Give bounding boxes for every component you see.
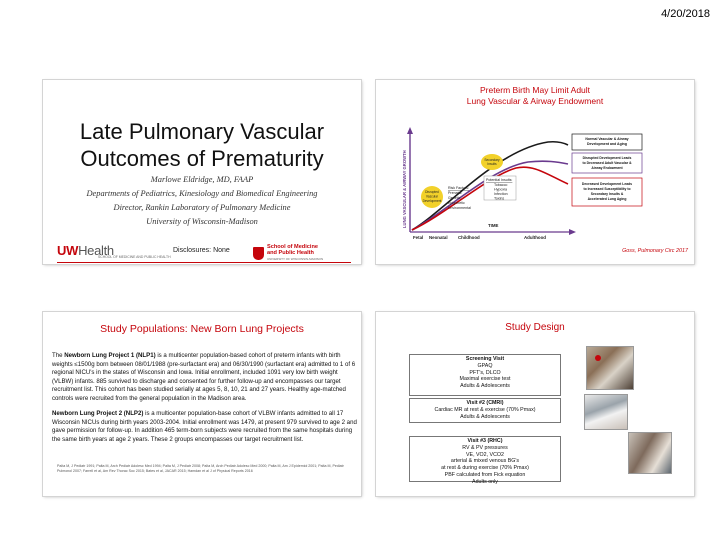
box-disrupted-line2: to Decreased Adult Vascular & bbox=[582, 161, 632, 165]
y-axis-arrow-icon bbox=[407, 127, 413, 134]
visit2-title bbox=[412, 400, 558, 407]
risk-environmental: Environmental bbox=[448, 206, 471, 210]
visit3-line-ventilation: VE, VO2, VCO2 bbox=[466, 451, 504, 458]
visit1-line-population: Adults & Adolescents bbox=[460, 383, 510, 390]
exercise-test-photo bbox=[586, 346, 634, 390]
slide2-title-line2: Lung Vascular & Airway Endowment bbox=[466, 96, 604, 106]
som-sub: UNIVERSITY OF WISCONSIN-MADISON bbox=[267, 257, 324, 261]
affiliation-2: Director, Rankin Laboratory of Pulmonary Medicine bbox=[113, 203, 291, 212]
secondary-insults-label-1: Secondary bbox=[484, 158, 500, 162]
visit3-line-fick: PBF calculated from Fick equation bbox=[444, 471, 526, 478]
som-logo-text bbox=[267, 244, 323, 262]
risk-factors-title: Risk Factors: bbox=[448, 186, 469, 190]
nlp1-name: Newborn Lung Project 1 (NLP1) bbox=[64, 352, 156, 359]
visit-rhc bbox=[409, 436, 561, 485]
box-disrupted-line3: Airway Endowment bbox=[591, 166, 623, 170]
nlp2-name: Newborn Lung Project 2 (NLP2) bbox=[52, 410, 144, 417]
nlp2-text: is a multicenter population-base cohort of VLBW infants admitted to all 17 Wisconsin NICUs during birth years 2003-2004. Initial enrollment was 1479, at present 979 survived to age 2 and gave permission for follow-up. In addition 465 term-born subjects were recruited from the same hospitals during the same birth years at age 2 years. These 2 groups encompasses our target recruitment list. bbox=[52, 410, 357, 443]
slide1-title bbox=[43, 118, 361, 172]
box-decreased-line4: Accelerated Lung Aging bbox=[587, 197, 627, 201]
photo-marker-icon bbox=[595, 355, 601, 361]
visit-screening bbox=[409, 354, 561, 396]
insult-tobacco: Tobacco bbox=[494, 183, 508, 187]
box-disrupted-line1: Disrupted Development Leads bbox=[582, 156, 632, 160]
x-label-fetal: Fetal bbox=[413, 235, 424, 240]
visit1-line-gpaq: GPAQ bbox=[477, 362, 493, 369]
box-normal-line1: Normal Vascular & Airway bbox=[585, 137, 629, 141]
slide4-title: Study Design bbox=[505, 322, 565, 333]
visit2-line-population: Adults & Adolescents bbox=[460, 413, 510, 420]
slide1-title-line1: Late Pulmonary Vascular bbox=[79, 119, 325, 144]
disrupted-label-2: Vascular bbox=[425, 194, 439, 199]
slide-preterm-birth[interactable] bbox=[376, 80, 694, 264]
visit3-title bbox=[412, 438, 558, 445]
visit3-line-bloodgas: arterial & mixed venous BG's bbox=[450, 458, 520, 465]
y-axis-label: LUNG VASCULAR & AIRWAY GROWTH bbox=[402, 150, 407, 228]
x-label-childhood: Childhood bbox=[458, 235, 480, 240]
som-logo bbox=[253, 244, 323, 262]
x-axis-arrow-icon bbox=[569, 229, 576, 235]
visit-cmri bbox=[409, 398, 561, 423]
box-decreased-line3: Secondary Insults & bbox=[590, 192, 624, 196]
x-axis-label: TIME bbox=[488, 223, 499, 228]
visit1-line-exercise: Maximal exercise test bbox=[459, 376, 511, 383]
visit3-title-text: Visit #3 (RHC) bbox=[467, 438, 503, 444]
risk-prenatal: Prenatal bbox=[448, 191, 462, 195]
visit1-line-pft: PFT's, DLCO bbox=[469, 369, 501, 376]
slide2-title-line1: Preterm Birth May Limit Adult bbox=[479, 85, 591, 95]
visit3-line-rest-exercise: at rest & during exercise (70% Pmax) bbox=[441, 465, 529, 472]
catheterization-photo bbox=[628, 432, 672, 474]
slide1-title-line2: Outcomes of Prematurity bbox=[80, 146, 324, 171]
x-label-adulthood: Adulthood bbox=[524, 235, 546, 240]
insult-toxins: Toxins bbox=[494, 196, 505, 201]
visit1-title-text: Screening Visit bbox=[465, 356, 505, 362]
box-decreased-line1: Decreased Development Leads bbox=[581, 182, 633, 186]
mri-scanner-photo bbox=[584, 394, 628, 430]
slide-title[interactable] bbox=[43, 80, 361, 264]
author-name: Marlowe Eldridge, MD, FAAP bbox=[150, 175, 254, 184]
footer-rule bbox=[57, 262, 351, 263]
risk-epigenetic: Epigenetic bbox=[448, 201, 465, 205]
som-line2: and Public Health bbox=[267, 250, 314, 256]
slide3-title: Study Populations: New Born Lung Projects bbox=[100, 323, 304, 335]
disrupted-label-1: Disrupted bbox=[425, 190, 439, 194]
disrupted-label-3: Development bbox=[422, 199, 442, 203]
som-line1: School of Medicine bbox=[267, 244, 318, 250]
slide-study-design[interactable] bbox=[376, 312, 694, 496]
slide-study-populations[interactable] bbox=[43, 312, 361, 496]
insult-hypoxia: Hypoxia bbox=[494, 187, 507, 192]
box-normal-line2: Development and Aging bbox=[587, 142, 627, 146]
crest-icon bbox=[253, 247, 264, 260]
disclosures: Disclosures: None bbox=[173, 247, 230, 254]
nlp1-paragraph bbox=[52, 352, 357, 403]
growth-diagram bbox=[376, 80, 694, 264]
affiliation-1: Departments of Pediatrics, Kinesiology and Biomedical Engineering bbox=[86, 189, 318, 198]
visit3-line-pressures: RV & PV pressures bbox=[462, 444, 508, 451]
slide2-citation: Goss, Pulmonary Circ 2017 bbox=[622, 248, 688, 254]
potential-insults-title: Potential Insults: bbox=[486, 178, 513, 182]
slide3-body bbox=[52, 352, 357, 451]
risk-genetic: Genetic bbox=[448, 196, 461, 200]
slide1-author-block bbox=[43, 173, 361, 229]
nlp2-paragraph bbox=[52, 410, 357, 444]
affiliation-3: University of Wisconsin-Madison bbox=[146, 217, 258, 226]
logo-health-text: Health bbox=[78, 243, 114, 258]
visit1-title bbox=[412, 356, 558, 363]
insult-infection: Infection bbox=[494, 192, 508, 196]
visit3-line-population: Adults only bbox=[472, 478, 498, 485]
slide3-references: Palta M, J Pediatr 1991; Palta M, Arch Pediatr Adolesc Med 1994; Palta M, J Pediatr 2008; Palta M, Arch Pediatr Adolesc Med 2000; Palta M, Am J Epidemiol 2001; Palta M, Pediatr Pulmonol 2007; Farrell et al, Am Rev Thorac Soc 2015; Bates et al, JACAR 2015; Hamdan et al J of Physical Reports 2016 bbox=[57, 464, 344, 473]
visit2-line-cmr: Cardiac MR at rest & exercise (70% Pmax) bbox=[434, 406, 536, 413]
visit2-title-text: Visit #2 (CMRI) bbox=[466, 400, 504, 406]
page-date: 4/20/2018 bbox=[661, 8, 710, 20]
box-decreased-line2: to Increased Susceptibility to bbox=[583, 187, 631, 191]
uw-health-sub: SCHOOL OF MEDICINE AND PUBLIC HEALTH bbox=[98, 255, 171, 259]
nlp1-pre: The bbox=[52, 352, 65, 359]
slide1-footer bbox=[43, 240, 361, 264]
nlp1-text: is a multicenter population-based cohort of preterm infants with birth weights ≤1500g born between 08/01/1988 (pre-surfactant era) and 06/30/1990 (surfactant era) admitted to 1 of 6 regional NICU's in the states of Wisconsin and Iowa. Initial enrollment, included 1091 very low birth weight (VLBW) infants. 885 survived to discharge and consented for further follow-up and encompasses our target recruitment list. This cohort has been studied serially at ages 5, 8, 10, 21 and 27 years. Healthy age-matched controls were recruited from the general population in the Madison area. bbox=[52, 352, 356, 402]
logo-uw-text: UW bbox=[57, 243, 79, 258]
x-label-neonatal: Neonatal bbox=[429, 235, 448, 240]
secondary-insults-label-2: Insults bbox=[487, 162, 497, 166]
